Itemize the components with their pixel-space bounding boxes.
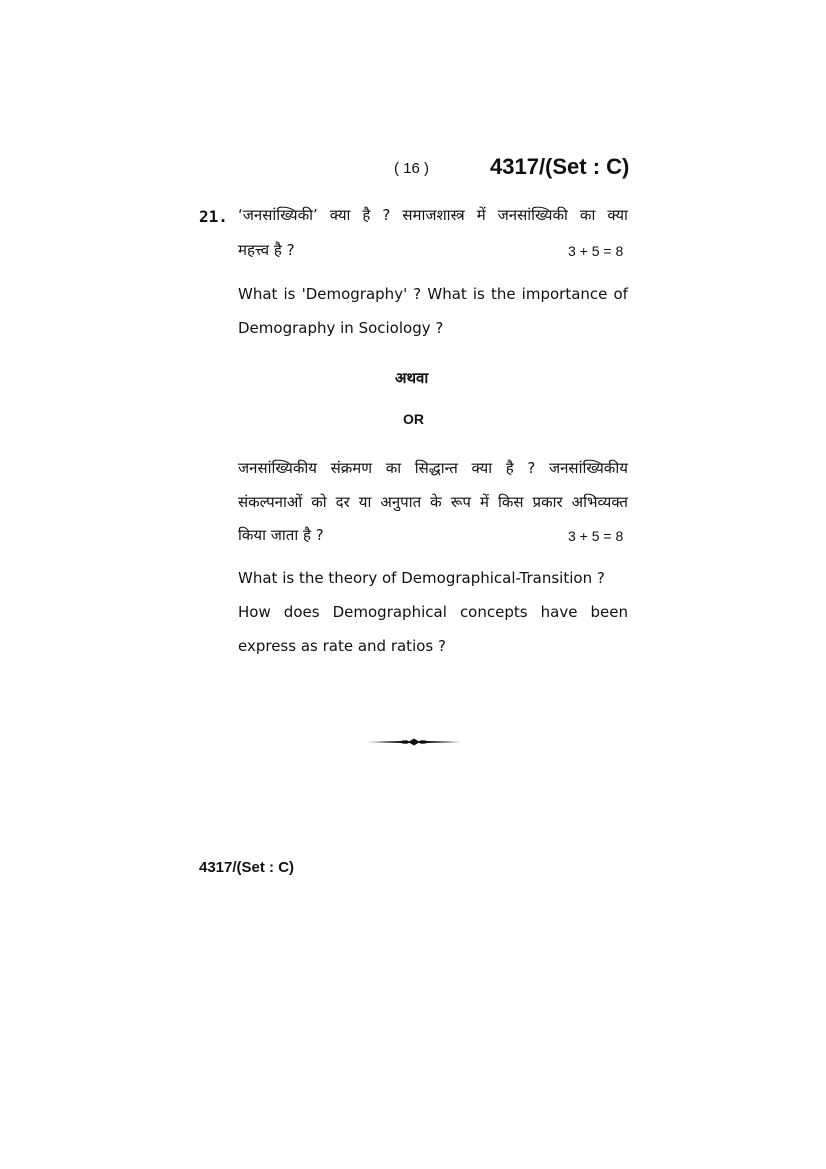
word: के	[430, 493, 442, 511]
word: is	[283, 285, 296, 303]
word: What	[427, 285, 467, 303]
word: How	[238, 603, 271, 621]
word: the	[490, 285, 516, 303]
page-number: ( 16 )	[394, 160, 430, 177]
word: संकल्पनाओं	[238, 493, 303, 511]
word: is	[282, 569, 295, 587]
word: में	[476, 206, 486, 224]
word: is	[472, 285, 485, 303]
word: been	[590, 603, 628, 621]
word: ?	[413, 285, 422, 303]
word: क्या	[607, 206, 628, 224]
word: ?	[596, 569, 605, 587]
word: रूप	[450, 493, 471, 511]
question-b-english-line-2	[238, 602, 628, 622]
ornamental-divider-icon	[366, 734, 462, 750]
question-a-marks: 3 + 5 = 8	[568, 243, 624, 259]
question-b-hindi-line-3: किया जाता है ?	[238, 526, 324, 544]
word: को	[311, 493, 327, 511]
word: ‘जनसांख्यिकी’	[238, 206, 318, 224]
word: अनुपात	[380, 493, 422, 511]
word: importance	[521, 285, 608, 303]
word: have	[540, 603, 578, 621]
word: 'Demography'	[301, 285, 408, 303]
word: है	[505, 459, 514, 477]
word: What	[238, 285, 278, 303]
word: है	[362, 206, 371, 224]
word: does	[283, 603, 320, 621]
word: का	[385, 459, 402, 477]
word: या	[358, 493, 372, 511]
question-a-english-line-2: Demography in Sociology ?	[238, 319, 444, 337]
paper-code-footer: 4317/(Set : C)	[199, 859, 295, 876]
word: What	[238, 569, 278, 587]
question-b-hindi-line-1	[238, 458, 628, 478]
question-a-english-line-1	[238, 284, 628, 304]
word: समाजशास्त्र	[402, 206, 465, 224]
paper-code-header: 4317/(Set : C)	[490, 154, 630, 179]
word: ?	[382, 206, 391, 224]
word: theory	[328, 569, 378, 587]
word: क्या	[329, 206, 351, 224]
word: the	[298, 569, 324, 587]
question-b-english-line-3: express as rate and ratios ?	[238, 637, 446, 655]
word: में	[479, 493, 489, 511]
word: concepts	[459, 603, 528, 621]
or-hindi-label: अथवा	[395, 369, 429, 387]
word: जनसांख्यिकीय	[548, 459, 628, 477]
word: Demographical-Transition	[401, 569, 593, 587]
word: जनसांख्यिकीय	[238, 459, 317, 477]
word: जनसांख्यिकी	[497, 206, 568, 224]
question-a-hindi-line-2: महत्त्व है ?	[238, 241, 295, 259]
question-b-marks: 3 + 5 = 8	[568, 528, 624, 544]
word: संक्रमण	[330, 459, 373, 477]
word: प्रकार	[532, 493, 563, 511]
question-b-hindi-line-2	[238, 492, 628, 512]
or-english-label: OR	[403, 411, 424, 427]
word: का	[579, 206, 596, 224]
question-b-english-line-1	[238, 568, 605, 588]
word: किस	[497, 493, 524, 511]
word: क्या	[471, 459, 493, 477]
word: of	[382, 569, 397, 587]
question-number: 21.	[199, 207, 228, 226]
word: दर	[335, 493, 350, 511]
word: of	[613, 285, 628, 303]
word: सिद्धान्त	[414, 459, 458, 477]
word: ?	[527, 459, 536, 477]
word: अभिव्यक्त	[571, 493, 628, 511]
word: Demographical	[332, 603, 447, 621]
question-a-hindi-line-1	[238, 205, 628, 225]
